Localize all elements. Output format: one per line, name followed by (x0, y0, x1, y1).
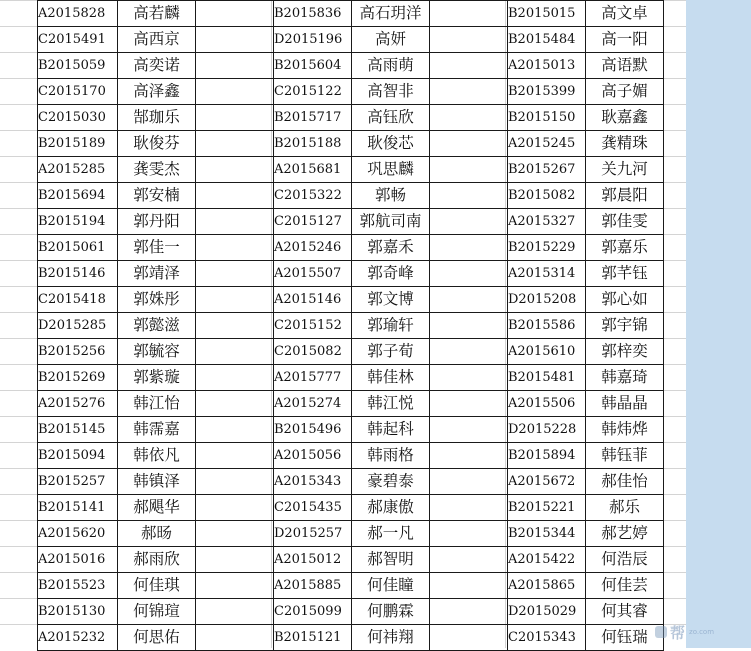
student-name-cell[interactable]: 高奕诺 (118, 53, 196, 79)
student-id-cell[interactable]: A2015232 (38, 625, 118, 651)
student-name-cell[interactable]: 耿俊芬 (118, 131, 196, 157)
student-id-cell[interactable]: D2015285 (38, 313, 118, 339)
student-id-cell[interactable]: B2015094 (38, 443, 118, 469)
empty-cell[interactable] (196, 391, 274, 417)
student-id-cell[interactable]: B2015344 (508, 521, 586, 547)
student-name-cell[interactable]: 郝雨欣 (118, 547, 196, 573)
student-name-cell[interactable]: 郭靖泽 (118, 261, 196, 287)
student-id-cell[interactable]: C2015122 (274, 79, 352, 105)
empty-cell[interactable] (196, 365, 274, 391)
empty-cell[interactable] (430, 443, 508, 469)
student-id-cell[interactable]: B2015130 (38, 599, 118, 625)
student-name-cell[interactable]: 何鹏霖 (352, 599, 430, 625)
student-name-cell[interactable]: 高妍 (352, 27, 430, 53)
site-logo-icon (655, 626, 667, 638)
table-row (38, 365, 664, 391)
student-name-cell[interactable]: 何祎翔 (352, 625, 430, 651)
empty-cell[interactable] (430, 599, 508, 625)
student-name-cell[interactable]: 郭宇锦 (586, 313, 664, 339)
empty-cell[interactable] (430, 469, 508, 495)
student-id-cell[interactable]: D2015257 (274, 521, 352, 547)
empty-cell[interactable] (430, 53, 508, 79)
student-name-cell[interactable]: 郭奇峰 (352, 261, 430, 287)
table-row (38, 235, 664, 261)
student-id-cell[interactable]: B2015015 (508, 1, 586, 27)
student-name-cell[interactable]: 何钰瑞 (586, 625, 664, 651)
empty-cell[interactable] (196, 417, 274, 443)
student-id-cell[interactable]: A2015672 (508, 469, 586, 495)
student-id-cell[interactable]: B2015717 (274, 105, 352, 131)
student-id-cell[interactable]: A2015327 (508, 209, 586, 235)
student-id-cell[interactable]: A2015285 (38, 157, 118, 183)
student-name-cell[interactable]: 何佳琪 (118, 573, 196, 599)
student-id-cell[interactable]: B2015604 (274, 53, 352, 79)
empty-cell[interactable] (430, 573, 508, 599)
student-name-cell[interactable]: 何思佑 (118, 625, 196, 651)
student-id-cell[interactable]: D2015208 (508, 287, 586, 313)
table-row (38, 391, 664, 417)
table-row (38, 79, 664, 105)
student-id-cell[interactable]: C2015082 (274, 339, 352, 365)
student-id-cell[interactable]: D2015196 (274, 27, 352, 53)
student-name-cell[interactable]: 韩钰菲 (586, 443, 664, 469)
student-name-cell[interactable]: 韩霈嘉 (118, 417, 196, 443)
student-name-cell[interactable]: 高文卓 (586, 1, 664, 27)
student-id-cell[interactable]: B2015082 (508, 183, 586, 209)
student-id-cell[interactable]: B2015221 (508, 495, 586, 521)
student-name-cell[interactable]: 豪碧泰 (352, 469, 430, 495)
empty-cell[interactable] (430, 1, 508, 27)
student-id-cell[interactable]: B2015836 (274, 1, 352, 27)
student-id-cell[interactable]: A2015885 (274, 573, 352, 599)
student-id-cell[interactable]: C2015343 (508, 625, 586, 651)
student-name-cell[interactable]: 韩镇泽 (118, 469, 196, 495)
student-name-cell[interactable]: 郭佳雯 (586, 209, 664, 235)
student-name-cell[interactable]: 韩晶晶 (586, 391, 664, 417)
empty-cell[interactable] (196, 469, 274, 495)
empty-cell[interactable] (430, 287, 508, 313)
student-id-cell[interactable]: B2015059 (38, 53, 118, 79)
table-row (38, 573, 664, 599)
student-id-cell[interactable]: A2015314 (508, 261, 586, 287)
student-name-cell[interactable]: 高石玥洋 (352, 1, 430, 27)
student-name-cell[interactable]: 郭芊钰 (586, 261, 664, 287)
table-row (38, 131, 664, 157)
student-id-cell[interactable]: A2015865 (508, 573, 586, 599)
student-id-cell[interactable]: A2015016 (38, 547, 118, 573)
student-id-cell[interactable]: C2015127 (274, 209, 352, 235)
student-id-cell[interactable]: B2015189 (38, 131, 118, 157)
table-row (38, 625, 664, 651)
student-name-cell[interactable]: 耿俊芯 (352, 131, 430, 157)
empty-cell[interactable] (196, 599, 274, 625)
empty-cell[interactable] (430, 105, 508, 131)
student-name-cell[interactable]: 郭嘉禾 (352, 235, 430, 261)
student-id-cell[interactable]: B2015267 (508, 157, 586, 183)
student-id-cell[interactable]: C2015491 (38, 27, 118, 53)
empty-cell[interactable] (196, 131, 274, 157)
table-row (38, 157, 664, 183)
student-name-cell[interactable]: 郝旸 (118, 521, 196, 547)
student-name-cell[interactable]: 巩思麟 (352, 157, 430, 183)
student-id-cell[interactable]: D2015228 (508, 417, 586, 443)
student-id-cell[interactable]: C2015030 (38, 105, 118, 131)
table-row (38, 183, 664, 209)
empty-cell[interactable] (430, 157, 508, 183)
empty-cell[interactable] (196, 105, 274, 131)
student-id-cell[interactable]: A2015276 (38, 391, 118, 417)
student-name-cell[interactable]: 韩佳林 (352, 365, 430, 391)
empty-cell[interactable] (196, 495, 274, 521)
student-id-cell[interactable]: A2015777 (274, 365, 352, 391)
student-id-cell[interactable]: B2015269 (38, 365, 118, 391)
student-name-cell[interactable]: 韩江怡 (118, 391, 196, 417)
student-id-cell[interactable]: C2015152 (274, 313, 352, 339)
student-id-cell[interactable]: A2015620 (38, 521, 118, 547)
student-id-cell[interactable]: A2015610 (508, 339, 586, 365)
student-name-cell[interactable]: 郝康傲 (352, 495, 430, 521)
student-name-cell[interactable]: 高一阳 (586, 27, 664, 53)
table-row (38, 495, 664, 521)
student-name-cell[interactable]: 韩依凡 (118, 443, 196, 469)
empty-cell[interactable] (430, 417, 508, 443)
student-id-cell[interactable]: B2015256 (38, 339, 118, 365)
table-row (38, 443, 664, 469)
student-name-cell[interactable]: 郭丹阳 (118, 209, 196, 235)
student-name-cell[interactable]: 郝飓华 (118, 495, 196, 521)
empty-cell[interactable] (196, 261, 274, 287)
student-id-cell[interactable]: B2015141 (38, 495, 118, 521)
empty-cell[interactable] (196, 443, 274, 469)
table-row (38, 1, 664, 27)
empty-cell[interactable] (196, 79, 274, 105)
empty-cell[interactable] (196, 157, 274, 183)
empty-cell[interactable] (196, 547, 274, 573)
empty-cell[interactable] (196, 625, 274, 651)
empty-cell[interactable] (430, 339, 508, 365)
student-id-cell[interactable]: B2015481 (508, 365, 586, 391)
student-name-cell[interactable]: 郭佳一 (118, 235, 196, 261)
student-id-cell[interactable]: B2015229 (508, 235, 586, 261)
student-name-cell[interactable]: 郝佳怡 (586, 469, 664, 495)
empty-cell[interactable] (430, 547, 508, 573)
watermark-text: 帮 (670, 623, 686, 642)
student-name-cell[interactable]: 郝智明 (352, 547, 430, 573)
table-row (38, 417, 664, 443)
student-name-cell[interactable]: 何锦瑄 (118, 599, 196, 625)
student-id-cell[interactable]: D2015029 (508, 599, 586, 625)
table-row (38, 53, 664, 79)
student-id-cell[interactable]: B2015121 (274, 625, 352, 651)
student-name-cell[interactable]: 韩江悦 (352, 391, 430, 417)
student-id-cell[interactable]: A2015056 (274, 443, 352, 469)
table-row (38, 339, 664, 365)
table-row (38, 521, 664, 547)
student-name-cell[interactable]: 何其睿 (586, 599, 664, 625)
empty-cell[interactable] (196, 235, 274, 261)
empty-cell[interactable] (430, 131, 508, 157)
student-id-cell[interactable]: B2015694 (38, 183, 118, 209)
student-name-cell[interactable]: 郝艺婷 (586, 521, 664, 547)
student-name-cell[interactable]: 高西京 (118, 27, 196, 53)
watermark (655, 621, 745, 643)
student-name-cell[interactable]: 郭嘉乐 (586, 235, 664, 261)
student-name-cell[interactable]: 郜珈乐 (118, 105, 196, 131)
empty-cell[interactable] (430, 521, 508, 547)
student-name-cell[interactable]: 高雨萌 (352, 53, 430, 79)
student-name-cell[interactable]: 郭姝彤 (118, 287, 196, 313)
student-id-cell[interactable]: B2015496 (274, 417, 352, 443)
empty-cell[interactable] (430, 79, 508, 105)
student-name-cell[interactable]: 郭梓奕 (586, 339, 664, 365)
student-name-cell[interactable]: 高智非 (352, 79, 430, 105)
empty-cell[interactable] (196, 313, 274, 339)
student-id-cell[interactable]: A2015828 (38, 1, 118, 27)
empty-cell[interactable] (430, 391, 508, 417)
student-id-cell[interactable]: B2015523 (38, 573, 118, 599)
empty-cell[interactable] (196, 287, 274, 313)
student-id-cell[interactable]: A2015012 (274, 547, 352, 573)
student-id-cell[interactable]: A2015245 (508, 131, 586, 157)
empty-cell[interactable] (196, 27, 274, 53)
student-id-cell[interactable]: C2015418 (38, 287, 118, 313)
student-id-cell[interactable]: B2015194 (38, 209, 118, 235)
watermark-url: zo.com (689, 628, 715, 636)
student-id-cell[interactable]: B2015145 (38, 417, 118, 443)
student-name-cell[interactable]: 韩雨格 (352, 443, 430, 469)
student-table (37, 0, 664, 651)
student-id-cell[interactable]: A2015013 (508, 53, 586, 79)
student-id-cell[interactable]: B2015150 (508, 105, 586, 131)
student-id-cell[interactable]: A2015422 (508, 547, 586, 573)
student-name-cell[interactable]: 何佳芸 (586, 573, 664, 599)
student-id-cell[interactable]: A2015507 (274, 261, 352, 287)
table-row (38, 27, 664, 53)
empty-cell[interactable] (196, 573, 274, 599)
empty-cell[interactable] (430, 27, 508, 53)
empty-cell[interactable] (430, 209, 508, 235)
table-row (38, 105, 664, 131)
empty-cell[interactable] (430, 183, 508, 209)
table-row (38, 261, 664, 287)
empty-cell[interactable] (196, 1, 274, 27)
empty-cell[interactable] (196, 183, 274, 209)
student-name-cell[interactable]: 耿嘉鑫 (586, 105, 664, 131)
empty-cell[interactable] (430, 365, 508, 391)
student-id-cell[interactable]: B2015188 (274, 131, 352, 157)
table-row (38, 209, 664, 235)
student-id-cell[interactable]: C2015435 (274, 495, 352, 521)
student-id-cell[interactable]: A2015506 (508, 391, 586, 417)
empty-cell[interactable] (196, 521, 274, 547)
empty-cell[interactable] (430, 261, 508, 287)
sheet-background-strip (686, 0, 751, 648)
student-name-cell[interactable]: 关九河 (586, 157, 664, 183)
student-id-cell[interactable]: B2015586 (508, 313, 586, 339)
student-id-cell[interactable]: A2015146 (274, 287, 352, 313)
student-name-cell[interactable]: 郭紫璇 (118, 365, 196, 391)
empty-cell[interactable] (196, 53, 274, 79)
student-id-cell[interactable]: B2015257 (38, 469, 118, 495)
student-name-cell[interactable]: 郭晨阳 (586, 183, 664, 209)
student-name-cell[interactable]: 高子媚 (586, 79, 664, 105)
table-row (38, 313, 664, 339)
student-id-cell[interactable]: B2015061 (38, 235, 118, 261)
student-name-cell[interactable]: 高泽鑫 (118, 79, 196, 105)
student-id-cell[interactable]: A2015246 (274, 235, 352, 261)
table-row (38, 599, 664, 625)
student-name-cell[interactable]: 龚雯杰 (118, 157, 196, 183)
table-row (38, 287, 664, 313)
empty-cell[interactable] (196, 339, 274, 365)
student-name-cell[interactable]: 高若麟 (118, 1, 196, 27)
student-name-cell[interactable]: 郝一凡 (352, 521, 430, 547)
student-name-cell[interactable]: 何佳瞳 (352, 573, 430, 599)
student-id-cell[interactable]: C2015099 (274, 599, 352, 625)
student-name-cell[interactable]: 何浩辰 (586, 547, 664, 573)
student-name-cell[interactable]: 郭畅 (352, 183, 430, 209)
student-name-cell[interactable]: 郭瑜轩 (352, 313, 430, 339)
student-name-cell[interactable]: 郭安楠 (118, 183, 196, 209)
student-id-cell[interactable]: A2015343 (274, 469, 352, 495)
student-id-cell[interactable]: C2015322 (274, 183, 352, 209)
empty-cell[interactable] (430, 495, 508, 521)
student-name-cell[interactable]: 龚精珠 (586, 131, 664, 157)
student-name-cell[interactable]: 郭文博 (352, 287, 430, 313)
empty-cell[interactable] (430, 235, 508, 261)
student-name-cell[interactable]: 郭懿滋 (118, 313, 196, 339)
student-name-cell[interactable]: 郭子荀 (352, 339, 430, 365)
student-id-cell[interactable]: C2015170 (38, 79, 118, 105)
empty-cell[interactable] (196, 209, 274, 235)
student-name-cell[interactable]: 郝乐 (586, 495, 664, 521)
table-row (38, 547, 664, 573)
student-name-cell[interactable]: 郭航司南 (352, 209, 430, 235)
student-name-cell[interactable]: 郭心如 (586, 287, 664, 313)
student-id-cell[interactable]: B2015399 (508, 79, 586, 105)
student-name-cell[interactable]: 韩炜烨 (586, 417, 664, 443)
student-id-cell[interactable]: B2015894 (508, 443, 586, 469)
student-name-cell[interactable]: 高钰欣 (352, 105, 430, 131)
student-name-cell[interactable]: 韩嘉琦 (586, 365, 664, 391)
student-id-cell[interactable]: B2015484 (508, 27, 586, 53)
student-name-cell[interactable]: 高语默 (586, 53, 664, 79)
empty-cell[interactable] (430, 313, 508, 339)
student-name-cell[interactable]: 郭毓容 (118, 339, 196, 365)
student-id-cell[interactable]: B2015146 (38, 261, 118, 287)
table-row (38, 469, 664, 495)
empty-cell[interactable] (430, 625, 508, 651)
student-name-cell[interactable]: 韩起科 (352, 417, 430, 443)
student-id-cell[interactable]: A2015681 (274, 157, 352, 183)
student-id-cell[interactable]: A2015274 (274, 391, 352, 417)
